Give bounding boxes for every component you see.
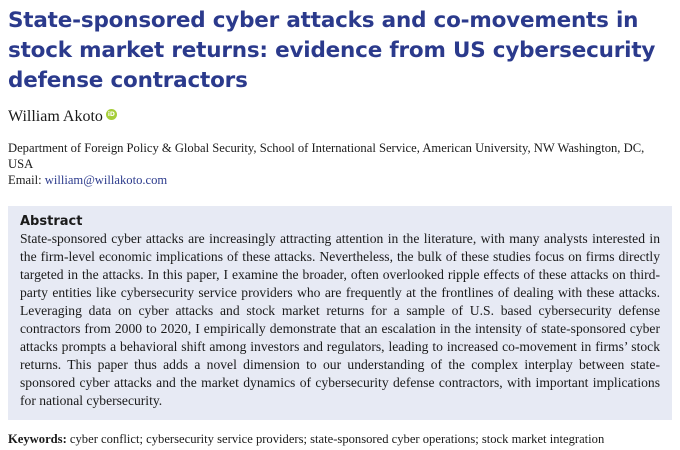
keywords-list: cyber conflict; cybersecurity service providers; state-sponsored cyber operations; stock market integration [69, 432, 605, 446]
keywords-line [8, 432, 672, 447]
paper-title: State-sponsored cyber attacks and co-movements in stock market returns: evidence from US cybersecurity defense contractors [8, 8, 656, 93]
keywords-label: Keywords: [8, 432, 67, 446]
abstract-heading: Abstract [20, 214, 83, 229]
author-line [8, 108, 672, 126]
affiliation-block [8, 140, 672, 188]
abstract-box [8, 206, 672, 420]
orcid-icon[interactable]: iD [107, 110, 115, 118]
author-name[interactable]: William Akoto [8, 108, 103, 125]
email-label: Email: [8, 173, 45, 187]
email-link[interactable]: william@willakoto.com [44, 173, 168, 187]
affiliation: Department of Foreign Policy & Global Security, School of International Service, American University, NW Washington, DC, USA [8, 141, 645, 171]
abstract-text: State-sponsored cyber attacks are increasingly attracting attention in the literature, with many analysts interested in the firm-level economic implications of these attacks. Nevertheless, the bulk of these studies focus on firms directly targeted in the attacks. In this paper, I examine the broader, often overlooked ripple effects of these attacks on third-party entities like cybersecurity service providers who are frequently at the frontlines of dealing with these attacks. Leveraging data on cyber attacks and stock market returns for a sample of U.S. based cybersecurity defense contractors from 2000 to 2020, I empirically demonstrate that an escalation in the intensity of state-sponsored cyber attacks prompts a behavioral shift among investors and regulators, leading to increased co-movement in firms’ stock returns. This paper thus adds a novel dimension to our understanding of the complex interplay between state-sponsored cyber attacks and the market dynamics of cybersecurity defense contractors, with important implications for national cybersecurity. [20, 231, 660, 408]
email-line [8, 172, 672, 188]
